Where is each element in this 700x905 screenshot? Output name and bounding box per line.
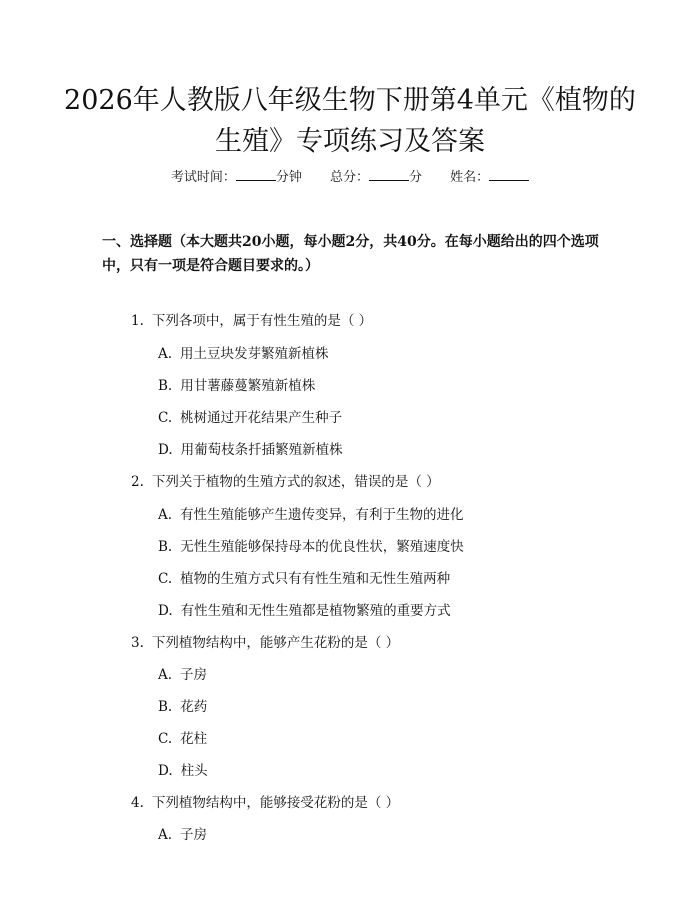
option-text: 用土豆块发芽繁殖新植株 [180, 346, 329, 362]
option-text: 植物的生殖方式只有有性生殖和无性生殖两种 [180, 571, 451, 587]
option-label: C. [158, 731, 173, 747]
question-2-option-d [158, 602, 451, 620]
option-text: 子房 [180, 667, 208, 683]
question-1-option-d [158, 441, 343, 459]
question-1-option-a [158, 345, 329, 363]
question-1-option-b [158, 377, 315, 395]
question-2-option-b [158, 538, 464, 556]
option-label: D. [158, 442, 173, 458]
option-text: 柱头 [180, 763, 208, 779]
option-text: 有性生殖能够产生遗传变异，有利于生物的进化 [180, 507, 464, 523]
option-label: C. [158, 410, 173, 426]
section-heading: 一、选择题（本大题共20小题，每小题2分，共40分。在每小题给出的四个选项中，只有一项是符合题目要求的。） [102, 234, 599, 274]
question-text: 下列植物结构中，能够产生花粉的是（ ） [151, 635, 400, 651]
question-number: 3. [131, 635, 144, 651]
option-label: A. [158, 667, 173, 683]
document-title: 2026年人教版八年级生物下册第4单元《植物的生殖》专项练习及答案 [64, 85, 636, 157]
question-1-option-c [158, 409, 342, 427]
question-3-option-b [158, 698, 207, 716]
option-label: A. [158, 827, 173, 843]
option-label: A. [158, 346, 173, 362]
total-score-unit: 分 [409, 170, 423, 185]
option-text: 无性生殖能够保持母本的优良性状，繁殖速度快 [180, 539, 464, 555]
option-label: C. [158, 571, 173, 587]
question-number: 4. [131, 795, 144, 811]
option-text: 子房 [180, 827, 208, 843]
option-label: B. [158, 378, 173, 394]
exam-time-blank [236, 168, 276, 181]
total-score-blank [369, 168, 409, 181]
option-text: 桃树通过开花结果产生种子 [180, 410, 343, 426]
question-3-option-d [158, 762, 208, 780]
question-4 [131, 794, 399, 812]
option-text: 用甘薯藤蔓繁殖新植株 [180, 378, 316, 394]
option-text: 花药 [180, 699, 208, 715]
option-label: D. [158, 603, 173, 619]
question-text: 下列各项中，属于有性生殖的是（ ） [151, 313, 373, 329]
exam-time-label: 考试时间： [170, 170, 236, 185]
option-text: 有性生殖和无性生殖都是植物繁殖的重要方式 [180, 603, 451, 619]
option-label: A. [158, 507, 173, 523]
question-text: 下列植物结构中，能够接受花粉的是（ ） [151, 795, 400, 811]
name-label: 姓名： [450, 170, 490, 185]
exam-time-unit: 分钟 [275, 170, 302, 185]
question-text: 下列关于植物的生殖方式的叙述，错误的是（ ） [151, 474, 440, 490]
question-3-option-c [158, 730, 207, 748]
exam-info-line [0, 168, 700, 187]
option-label: D. [158, 763, 173, 779]
option-text: 用葡萄枝条扦插繁殖新植株 [180, 442, 343, 458]
total-score-label: 总分： [329, 170, 369, 185]
name-blank [489, 168, 529, 181]
question-2-option-c [158, 570, 450, 588]
question-3-option-a [158, 666, 207, 684]
question-3 [131, 634, 399, 652]
question-2-option-a [158, 506, 464, 524]
question-2 [131, 473, 440, 491]
option-label: B. [158, 539, 173, 555]
question-number: 2. [131, 474, 144, 490]
total-score-field [330, 168, 422, 187]
option-text: 花柱 [180, 731, 208, 747]
question-4-option-a [158, 826, 207, 844]
question-1 [131, 312, 372, 330]
option-label: B. [158, 699, 173, 715]
question-number: 1. [131, 313, 144, 329]
exam-time-field [171, 168, 302, 187]
name-field [450, 168, 529, 187]
